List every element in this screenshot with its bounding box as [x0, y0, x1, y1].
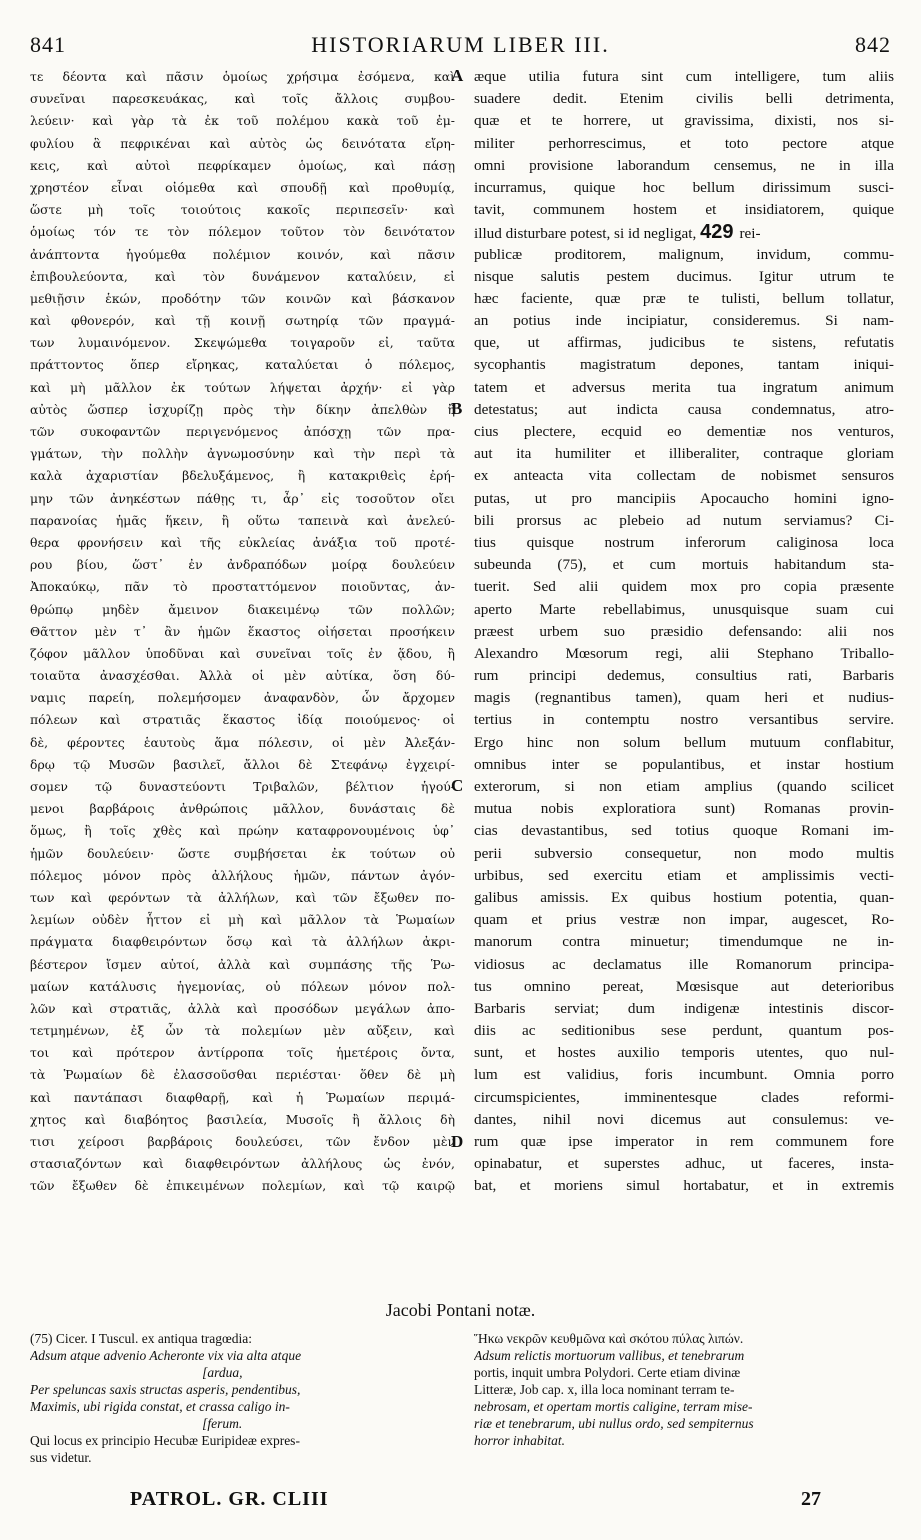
greek-line: χητος καὶ διαβόητος βασιλεία, Μυσοῖς ἢ ἄλλοις δὴ [30, 1111, 455, 1127]
greek-line: συνεῖναι παρεσκευάκας, καὶ τοῖς ἄλλοις συμβου- [30, 91, 455, 107]
note-line: [ardua, [30, 1365, 243, 1380]
latin-line: circumspicientes, imminentesque clades reformi- [474, 1088, 894, 1106]
note-line: portis, inquit umbra Polydori. Certe etiam divinæ [474, 1365, 741, 1380]
latin-line: Ergo hinc non solum bellum mutuum conflabitur, [474, 733, 894, 751]
greek-line: καλὰ ἀχαριστίαν βδελυξάμενος, ἢ κατακριθεὶς ἐρή- [30, 468, 455, 484]
note-line: [ferum. [30, 1416, 243, 1431]
greek-line: λεύειν· καὶ γὰρ τὰ ἐκ τοῦ πολέμου κακὰ τοῦ ἐμ- [30, 113, 455, 129]
greek-line: Θᾶττον μὲν τ᾽ ἂν ἡμῶν ἕκαστος οἰήσεται προσήκειν [30, 623, 455, 639]
note-line: Litteræ, Job cap. x, illa loca nominant terram te- [474, 1382, 735, 1397]
latin-line: bat, et moriens simul hortabatur, et in extremis [474, 1177, 894, 1195]
greek-line: πόλεμος μόνον πρὸς ἀλλήλους ἡμῶν, πάντων ἀγόν- [30, 867, 455, 883]
greek-line: χρηστέον εἶναι οἰόμεθα καὶ σπουδῇ καὶ προθυμίᾳ, [30, 179, 455, 195]
section-marker-b: B [451, 399, 463, 418]
latin-line: præest urbem suo præsidio defensando: alii nos [474, 622, 894, 640]
note-line: riæ et tenebrarum, ubi nullus ordo, sed sempiternus [474, 1416, 754, 1431]
greek-line: δρῳ τῷ Μυσῶν βασιλεῖ, ἄλλοι δὲ Στεφάνῳ ἐγχειρί- [30, 756, 455, 772]
note-line: Maximis, ubi rigida constat, et crassa caligo in- [30, 1399, 290, 1414]
greek-line: παρανοίας ἡμᾶς ἥκειν, ἢ οὕτω ταπεινὰ καὶ ἀνελεύ- [30, 512, 455, 528]
footer-signature-number: 27 [801, 1488, 821, 1510]
latin-line [474, 221, 894, 243]
latin-line: vidiosus ac declamatus ille Romanorum principa- [474, 955, 894, 973]
latin-line: quam et prius vestræ non impar, augescet, Ro- [474, 911, 894, 929]
greek-line: μην τῶν ἀνηκέστων πάθῃς τι, ἆρ᾽ εἰς τοσοῦτον οἴει [30, 490, 455, 506]
latin-line: tavit, communem hostem et insidiatorem, quique [474, 201, 894, 219]
latin-line: tus omnino pereat, Mœsisque aut deterioribus [474, 977, 894, 995]
latin-line: Alexandro Mœsorum regi, alii Stephano Triballo- [474, 644, 894, 662]
greek-line: στασιαζόντων καὶ διαφθειρόντων ἀλλήλους ὡς ἐνόν, [30, 1156, 455, 1172]
notes-title: Jacobi Pontani notæ. [385, 1300, 536, 1320]
latin-line: hæc faciente, quæ præ te tulisti, bellum tollatur, [474, 289, 894, 307]
latin-line: militer perhorrescimus, et toto pectore atque [474, 134, 894, 152]
note-line: (75) Cicer. I Tuscul. ex antiqua tragœdia: [30, 1331, 252, 1346]
latin-line: dantes, nihil novi dicemus aut consulemus: ve- [474, 1110, 894, 1128]
latin-line: opinabatur, et superstes adhuc, ut faceres, insta- [474, 1155, 894, 1173]
latin-line: lum est validius, foris incumbunt. Omnia porro [474, 1066, 894, 1084]
greek-line: ὅμως, ἢ τοῖς χθὲς καὶ πρώην καταφρονουμένοις ὑφ᾽ [30, 823, 455, 839]
greek-line: των λυμαινόμενον. Σκεψώμεθα τοιγαροῦν εἰ, ταῦτα [30, 335, 455, 351]
greek-line: μαίων κατάλυσις ἡγεμονίας, οὐ πόλεων μόνον πολ- [30, 978, 455, 994]
section-marker-d: D [451, 1132, 464, 1151]
note-line: Qui locus ex principio Hecubæ Euripideæ expres- [30, 1433, 300, 1448]
latin-line: detestatus; aut indicta causa condemnatus, atro- [474, 400, 894, 418]
greek-line: ρου βίου, ὥστ᾽ ἐν ἀνδραπόδων μοίρᾳ δουλεύειν [30, 557, 455, 573]
greek-line: Ἀποκαύκῳ, πᾶν τὸ προσταττόμενον ποιοῦντας, ἀν- [30, 579, 455, 595]
greek-text-column [30, 66, 455, 1198]
greek-line: αὐτὸς ὥσπερ ἰσχυρίζῃ πρὸς τὴν δίκην ἀπελθὼν ἢ [30, 401, 455, 417]
latin-line: manorum contra minuetur; timendumque ne in- [474, 933, 894, 951]
notes-left-column [30, 1330, 455, 1466]
greek-line: καὶ παντάπασι διαφθαρῇ, καὶ ἡ Ῥωμαίων περιμά- [30, 1089, 455, 1105]
latin-line: publicæ proditorem, malignum, invidum, commu- [474, 245, 894, 263]
greek-line: τισι χείροσι βαρβάροις δουλεύσει, τῶν ἔνδον μὲν [30, 1134, 455, 1149]
latin-line: rum quæ ipse imperator in rem communem fore [474, 1133, 894, 1150]
greek-line: σομεν τῷ δυναστεύοντι Τριβαλῶν, βέλτιον ἡγού- [30, 779, 455, 794]
latin-line: ex anteacta vita collectam de nobismet sensuros [474, 467, 894, 485]
greek-line: γμάτων, τὴν πολλὴν ἀγνωμοσύνην καὶ τὴν περὶ τὰ [30, 446, 455, 462]
greek-line: τὰ Ῥωμαίων δὲ ἐλασσοῦσθαι περιέσται· ὅθεν δὲ μὴ [30, 1067, 455, 1083]
latin-line: diis ac seditionibus sese perdunt, quantum pos- [474, 1022, 894, 1040]
latin-line: magis (regnantibus tamen), quam heri et nudius- [474, 689, 894, 707]
greek-line: των καὶ φερόντων τὰ ἀλλήλων, καὶ τῶν ἔξωθεν πο- [30, 889, 455, 905]
page-number-right: 842 [855, 32, 891, 57]
greek-line: τῶν ἔξωθεν δὲ ἐπικειμένων πολεμίων, καὶ τῷ καιρῷ [30, 1178, 455, 1194]
greek-line: ζόφον μᾶλλον ὑποδῦναι καὶ συνεῖναι τοῖς ἐν ᾅδου, ἢ [30, 645, 455, 661]
latin-line: Barbaris serviat; dum indigenæ intestinis discor- [474, 999, 894, 1017]
note-line: horror inhabitat. [474, 1433, 566, 1448]
latin-line: tius quisque nostrum inferorum caliginosa loca [474, 533, 894, 551]
greek-line: δὲ, φέροντες ἑαυτοὺς ἅμα πόλεσιν, οἱ μὲν Ἀλεξάν- [30, 734, 455, 750]
greek-line: καὶ μὴ μᾶλλον ἐκ τούτων λήψεται ἀρχήν· εἰ γὰρ [30, 379, 455, 395]
latin-line: incurramus, quique hoc bellum dirissimum susci- [474, 178, 894, 196]
footer-series-label: PATROL. GR. CLIII [130, 1488, 329, 1510]
greek-line: ὥστε μὴ τοῖς τοιούτοις κακοῖς περιπεσεῖν· καὶ [30, 202, 455, 218]
greek-line: βέστερον ἴσμεν αὐτοί, ἀλλὰ καὶ συμπάσης τῆς Ῥω- [30, 956, 455, 972]
latin-line: sunt, et hostes auxilio temporis utentes, quo nul- [474, 1044, 894, 1062]
note-line: Adsum atque advenio Acheronte vix via alta atque [30, 1348, 302, 1363]
greek-line: τε δέοντα καὶ πᾶσιν ὁμοίως χρήσιμα ἐσόμενα, καὶ [30, 69, 455, 84]
greek-line: πράττοντος ὅπερ εἴρηκας, καταλύεται ὁ πόλεμος, [30, 357, 455, 373]
greek-line: ναμις παρείη, πολεμήσομεν ἀναφανδὸν, ὧν ἄρχομεν [30, 690, 455, 706]
latin-line: exterorum, si non etiam amplius (quando scilicet [474, 778, 894, 795]
latin-line: galibus amissis. Ex quibus hostium potentia, quan- [474, 888, 894, 906]
greek-line: ὁμοίως τόν τε τὸν πόλεμον τοῦτον τὸν δεινότατον [30, 224, 455, 240]
greek-line: κεις, καὶ αὐτοὶ πεφρίκαμεν ὁμοίως, καὶ πάσῃ [30, 157, 455, 173]
greek-line: τῶν συκοφαντῶν περιγενόμενος ἀπόσχῃ τῶν πρα- [30, 424, 455, 439]
greek-line: φυλίου ἃ πεφρικέναι καὶ αὐτὸς ὡς δεινότατα εἴρη- [30, 135, 455, 151]
greek-line: ἡμῶν δουλεύειν· ὥστε συμβήσεται ἐκ τούτων οὐ [30, 845, 455, 861]
latin-line: aut ita humiliter et illiberaliter, contraque gloriam [474, 445, 894, 463]
column-number-badge: 429 [700, 221, 734, 244]
greek-line: τετμημένων, ἐξ ὧν τὰ πολεμίων μὲν αὔξειν, καὶ [30, 1023, 455, 1039]
latin-line: mutua nobis exploratiora sunt) Romanas provin- [474, 800, 894, 818]
section-marker-a: A [451, 66, 464, 85]
greek-line: τοιαῦτα ἀνασχέσθαι. Ἀλλὰ οἱ μὲν αὐτίκα, ὅση δύ- [30, 668, 455, 684]
notes-right-column [474, 1330, 894, 1449]
latin-line: nisque salutis pestem ducimus. Igitur utrum te [474, 267, 894, 285]
latin-line: suadere dedit. Etenim civilis belli detrimenta, [474, 90, 894, 108]
greek-line: τοι καὶ πρότερον ἀντίρροπα τοῖς ἡμετέροις ὄντα, [30, 1045, 455, 1061]
note-line: nebrosam, et opertam mortis caligine, terram mise- [474, 1399, 753, 1414]
greek-line: καὶ φθονερόν, καὶ τῇ κοινῇ σωτηρίᾳ τῶν πραγμά- [30, 313, 455, 329]
note-line: Ἥκω νεκρῶν κευθμῶνα καὶ σκότου πύλας λιπών. [474, 1331, 744, 1346]
latin-line: urbibus, sed exercitu etiam et amplissimis vecti- [474, 866, 894, 884]
latin-line: sycophantis magistratum depones, tantam iniqui- [474, 356, 894, 374]
latin-line: putas, ut pro mancipiis Apocaucho homini igno- [474, 489, 894, 507]
latin-line-text: rei- [739, 225, 761, 243]
latin-line: cias devastantibus, sed totius quoque Romani im- [474, 822, 894, 840]
latin-line: tuerit. Sed alii quidem mox pro copia præsente [474, 578, 894, 596]
latin-line: cius plectere, ecquid eo dementiæ nos venturos, [474, 423, 894, 440]
greek-line: πράγματα διαφθειρόντων ὅσῳ καὶ τὰ ἀλλήλων ἀκρι- [30, 934, 455, 950]
greek-line: ἐπιβουλεύοντα, καὶ τὸν δυνάμενον καταλύειν, εἰ [30, 268, 455, 284]
latin-line: tertius in contemptu nostro versantibus servire. [474, 711, 894, 729]
page-header [30, 30, 891, 60]
latin-line: quæ et te horrere, ut gravissima, dixisti, nos si- [474, 112, 894, 130]
latin-line-text: illud disturbare potest, si id negligat, [474, 225, 701, 243]
note-line: Adsum relictis mortuorum vallibus, et tenebrarum [474, 1348, 745, 1363]
latin-line: que, ut affirmas, judicibus te sistens, refutatis [474, 334, 894, 352]
note-line: sus videtur. [30, 1450, 92, 1465]
greek-line: μενοι βαρβάροις ἀνθρώποις μᾶλλον, δυνάσταις δὲ [30, 801, 455, 817]
running-title: HISTORIARUM LIBER III. [311, 32, 610, 57]
latin-line: tatem et adversus merita tua ingratum animum [474, 378, 894, 396]
latin-line: bili prorsus ac plebeio ad nutum serviamus? Ci- [474, 511, 894, 529]
greek-line: λῶν καὶ στρατιᾶς, ἀλλὰ καὶ προσόδων μεγάλων ἀπο- [30, 1000, 455, 1016]
latin-line: omnibus inter se populantibus, et instar hostium [474, 755, 894, 773]
page-number-left: 841 [30, 32, 66, 57]
latin-line: omni provisione laborandum censemus, ne in illa [474, 156, 894, 174]
latin-line: subeunda (75), et cum mortuis habitandum sta- [474, 556, 894, 574]
section-marker-c: C [451, 776, 464, 795]
greek-line: θερα φρονήσειν καὶ τῆς εὐκλείας ἀνάξια τοῦ προτέ- [30, 534, 455, 550]
latin-line: aperto Marte rebellabimus, unusquisque suam cui [474, 600, 894, 618]
greek-line: μεθιῇσιν ἑκών, προδότην τῶν κοινῶν καὶ βάσκανον [30, 290, 455, 306]
latin-line: an potius inde incipiatur, consideremus. Si nam- [474, 312, 894, 330]
note-line: Per speluncas saxis structas asperis, pendentibus, [30, 1382, 301, 1397]
latin-line: æque utilia futura sint cum intelligere, tum aliis [474, 68, 894, 85]
latin-line: perii subversio consequetur, non modo multis [474, 844, 894, 862]
greek-line: θρώπῳ μηδὲν ἄμεινον διακειμένῳ τῶν πολλῶν; [30, 601, 455, 617]
greek-line: λεμίων οὐδὲν ἧττον εἰ μὴ καὶ μᾶλλον τὰ Ῥωμαίων [30, 912, 455, 928]
latin-line: rum principi dedemus, consultius rati, Barbaris [474, 667, 894, 685]
greek-line: πόλεων καὶ στρατιᾶς ἕκαστος ἰδίᾳ ποιούμενος· οἱ [30, 712, 455, 728]
latin-text-column [474, 66, 894, 1198]
greek-line: ἀνάπτοντα ἡγούμεθα πολέμιον κοινόν, καὶ πᾶσιν [30, 246, 455, 262]
